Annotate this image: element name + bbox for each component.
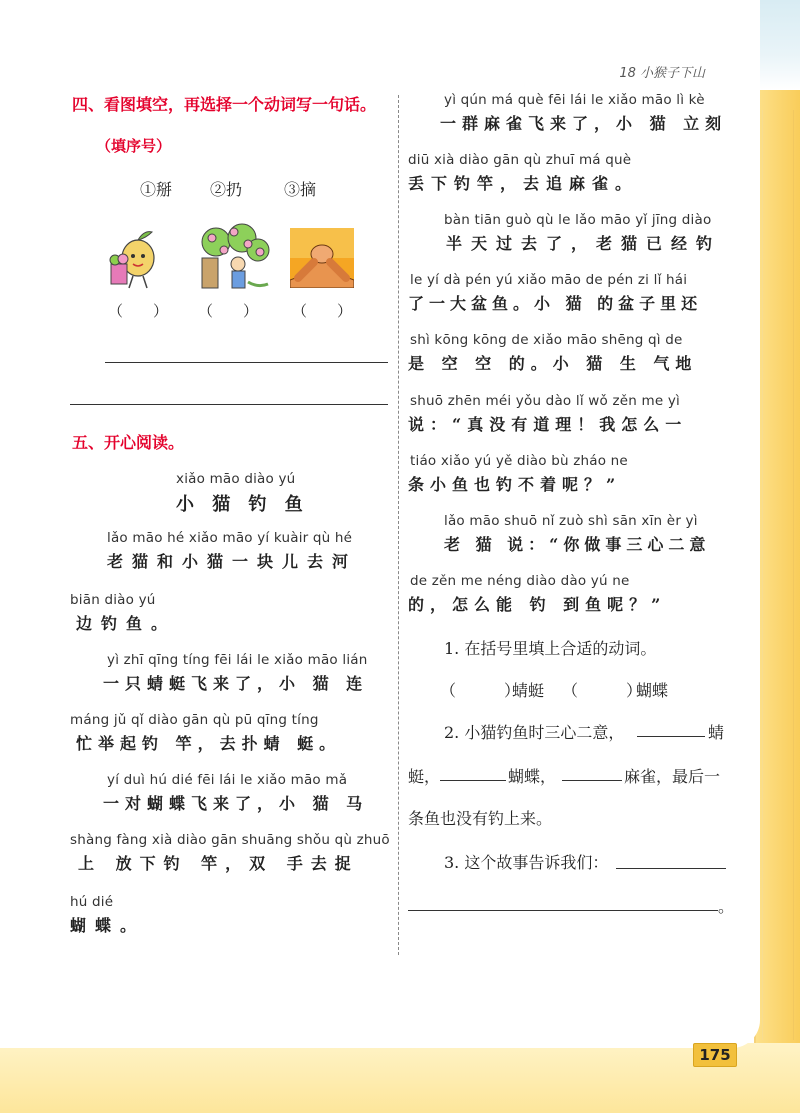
section5-heading: 五、开心阅读。 — [72, 433, 185, 452]
question-2-end: 条鱼也没有钓上来。 — [408, 809, 553, 828]
story-left-pinyin-7: hú dié — [70, 894, 114, 910]
story-left-pinyin-4: máng jǔ qǐ diào gān qù pū qīng tíng — [70, 712, 319, 728]
blank-paren-2[interactable]: （ ） — [198, 302, 259, 320]
column-divider — [398, 95, 399, 955]
sentence-line-2[interactable] — [70, 404, 388, 405]
story-left-text-1: 老猫和小猫一块儿去河 — [107, 552, 358, 571]
q2-blank-2[interactable] — [440, 780, 506, 781]
story-right-text-6: 说：“真没有道理！我怎么一 — [408, 415, 688, 434]
blank-paren-1[interactable]: （ ） — [108, 302, 169, 320]
story-left-pinyin-3: yì zhī qīng tíng fēi lái le xiǎo māo lián — [107, 652, 368, 668]
story-right-text-2: 丢下钓竿，去追麻雀。 — [408, 174, 639, 193]
story-title: 小 猫 钓 鱼 — [176, 494, 309, 515]
story-right-pinyin-2: diū xià diào gān qù zhuī má què — [408, 152, 632, 168]
story-right-text-7: 条小鱼也钓不着呢？” — [408, 475, 622, 494]
story-left-text-5: 一对蝴蝶飞来了，小 猫 马 — [103, 794, 369, 813]
story-right-pinyin-9: de zěn me néng diào dào yú ne — [410, 573, 630, 589]
story-right-pinyin-4: le yí dà pén yú xiǎo māo de pén zi lǐ hái — [410, 272, 688, 288]
story-left-pinyin-1: lǎo māo hé xiǎo māo yí kuàir qù hé — [107, 530, 353, 546]
blank-paren-3[interactable]: （ ） — [292, 302, 353, 320]
story-right-pinyin-7: tiáo xiǎo yú yě diào bù zháo ne — [410, 453, 628, 469]
story-left-text-6: 上 放下钓 竿，双 手去捉 — [78, 854, 359, 873]
option-3: ③摘 — [284, 180, 317, 199]
q1-word-2: 蝴蝶 — [636, 681, 669, 700]
story-left-text-4: 忙举起钓 竿，去扑蜻 蜓。 — [76, 734, 342, 753]
story-right-text-9: 的，怎么能 钓 到鱼呢？” — [408, 595, 667, 614]
q1-word-1: 蜻蜓 — [512, 681, 545, 700]
story-title-pinyin: xiǎo māo diào yú — [176, 471, 296, 487]
story-right-text-4: 了一大盆鱼。小 猫 的盆子里还 — [408, 294, 703, 313]
running-head: 18 小猴子下山 — [619, 66, 705, 81]
section4-heading: 四、看图填空，再选择一个动词写一句话。 — [72, 95, 377, 114]
option-2: ②扔 — [210, 180, 243, 199]
story-left-text-3: 一只蜻蜓飞来了，小 猫 连 — [103, 674, 369, 693]
story-right-text-1: 一群麻雀飞来了，小 猫 立刻 — [440, 114, 728, 133]
story-right-text-8: 老 猫 说：“你做事三心二意 — [444, 535, 711, 554]
story-left-pinyin-6: shàng fàng xià diào gān shuāng shǒu qù zhuō — [70, 832, 390, 848]
question-3: 3. 这个故事告诉我们： — [444, 853, 609, 872]
question-1: 1. 在括号里填上合适的动词。 — [444, 639, 657, 658]
story-left-text-2: 边钓鱼。 — [76, 614, 177, 633]
story-left-pinyin-5: yí duì hú dié fēi lái le xiǎo māo mǎ — [107, 772, 348, 788]
section4-note: （填序号） — [96, 137, 172, 155]
arm-wrestling-picture — [290, 228, 354, 288]
option-1: ①掰 — [140, 180, 173, 199]
q2-word-2: 蝴蝶， — [508, 767, 557, 786]
story-right-pinyin-3: bàn tiān guò qù le lǎo māo yǐ jīng diào — [444, 212, 712, 228]
bottom-band — [0, 1043, 800, 1113]
story-right-pinyin-5: shì kōng kōng de xiǎo māo shēng qì de — [410, 332, 683, 348]
story-left-pinyin-2: biān diào yú — [70, 592, 156, 608]
q1-paren-2[interactable]: （ ） — [562, 681, 643, 700]
tree-picking-picture — [198, 222, 270, 292]
sentence-line-1[interactable] — [105, 362, 388, 363]
story-right-pinyin-6: shuō zhēn méi yǒu dào lǐ wǒ zěn me yì — [410, 393, 680, 409]
page-number: 175 — [693, 1043, 737, 1067]
peach-picture — [105, 222, 165, 292]
story-right-pinyin-8: lǎo māo shuō nǐ zuò shì sān xīn èr yì — [444, 513, 698, 529]
q2-blank-1[interactable] — [637, 736, 705, 737]
q1-paren-1[interactable]: （ ） — [440, 681, 521, 700]
q2-word-1b: 蜓， — [408, 767, 441, 786]
q2-word-1: 蜻 — [708, 723, 725, 742]
q2-blank-3[interactable] — [562, 780, 622, 781]
story-right-text-5: 是 空 空 的。小 猫 生 气地 — [408, 354, 698, 373]
q3-blank-1[interactable] — [616, 868, 726, 869]
story-left-text-7: 蝴蝶。 — [70, 916, 146, 935]
q3-blank-2[interactable] — [408, 910, 718, 911]
story-right-text-3: 半天过去了，老猫已经钓 — [446, 234, 722, 253]
story-right-pinyin-1: yì qún má què fēi lái le xiǎo māo lì kè — [444, 92, 705, 108]
page-stack-lines — [762, 110, 794, 1040]
q3-end: 。 — [718, 897, 735, 916]
question-2-start: 2. 小猫钓鱼时三心二意， — [444, 723, 625, 742]
q2-word-3: 麻雀，最后一 — [624, 767, 721, 786]
